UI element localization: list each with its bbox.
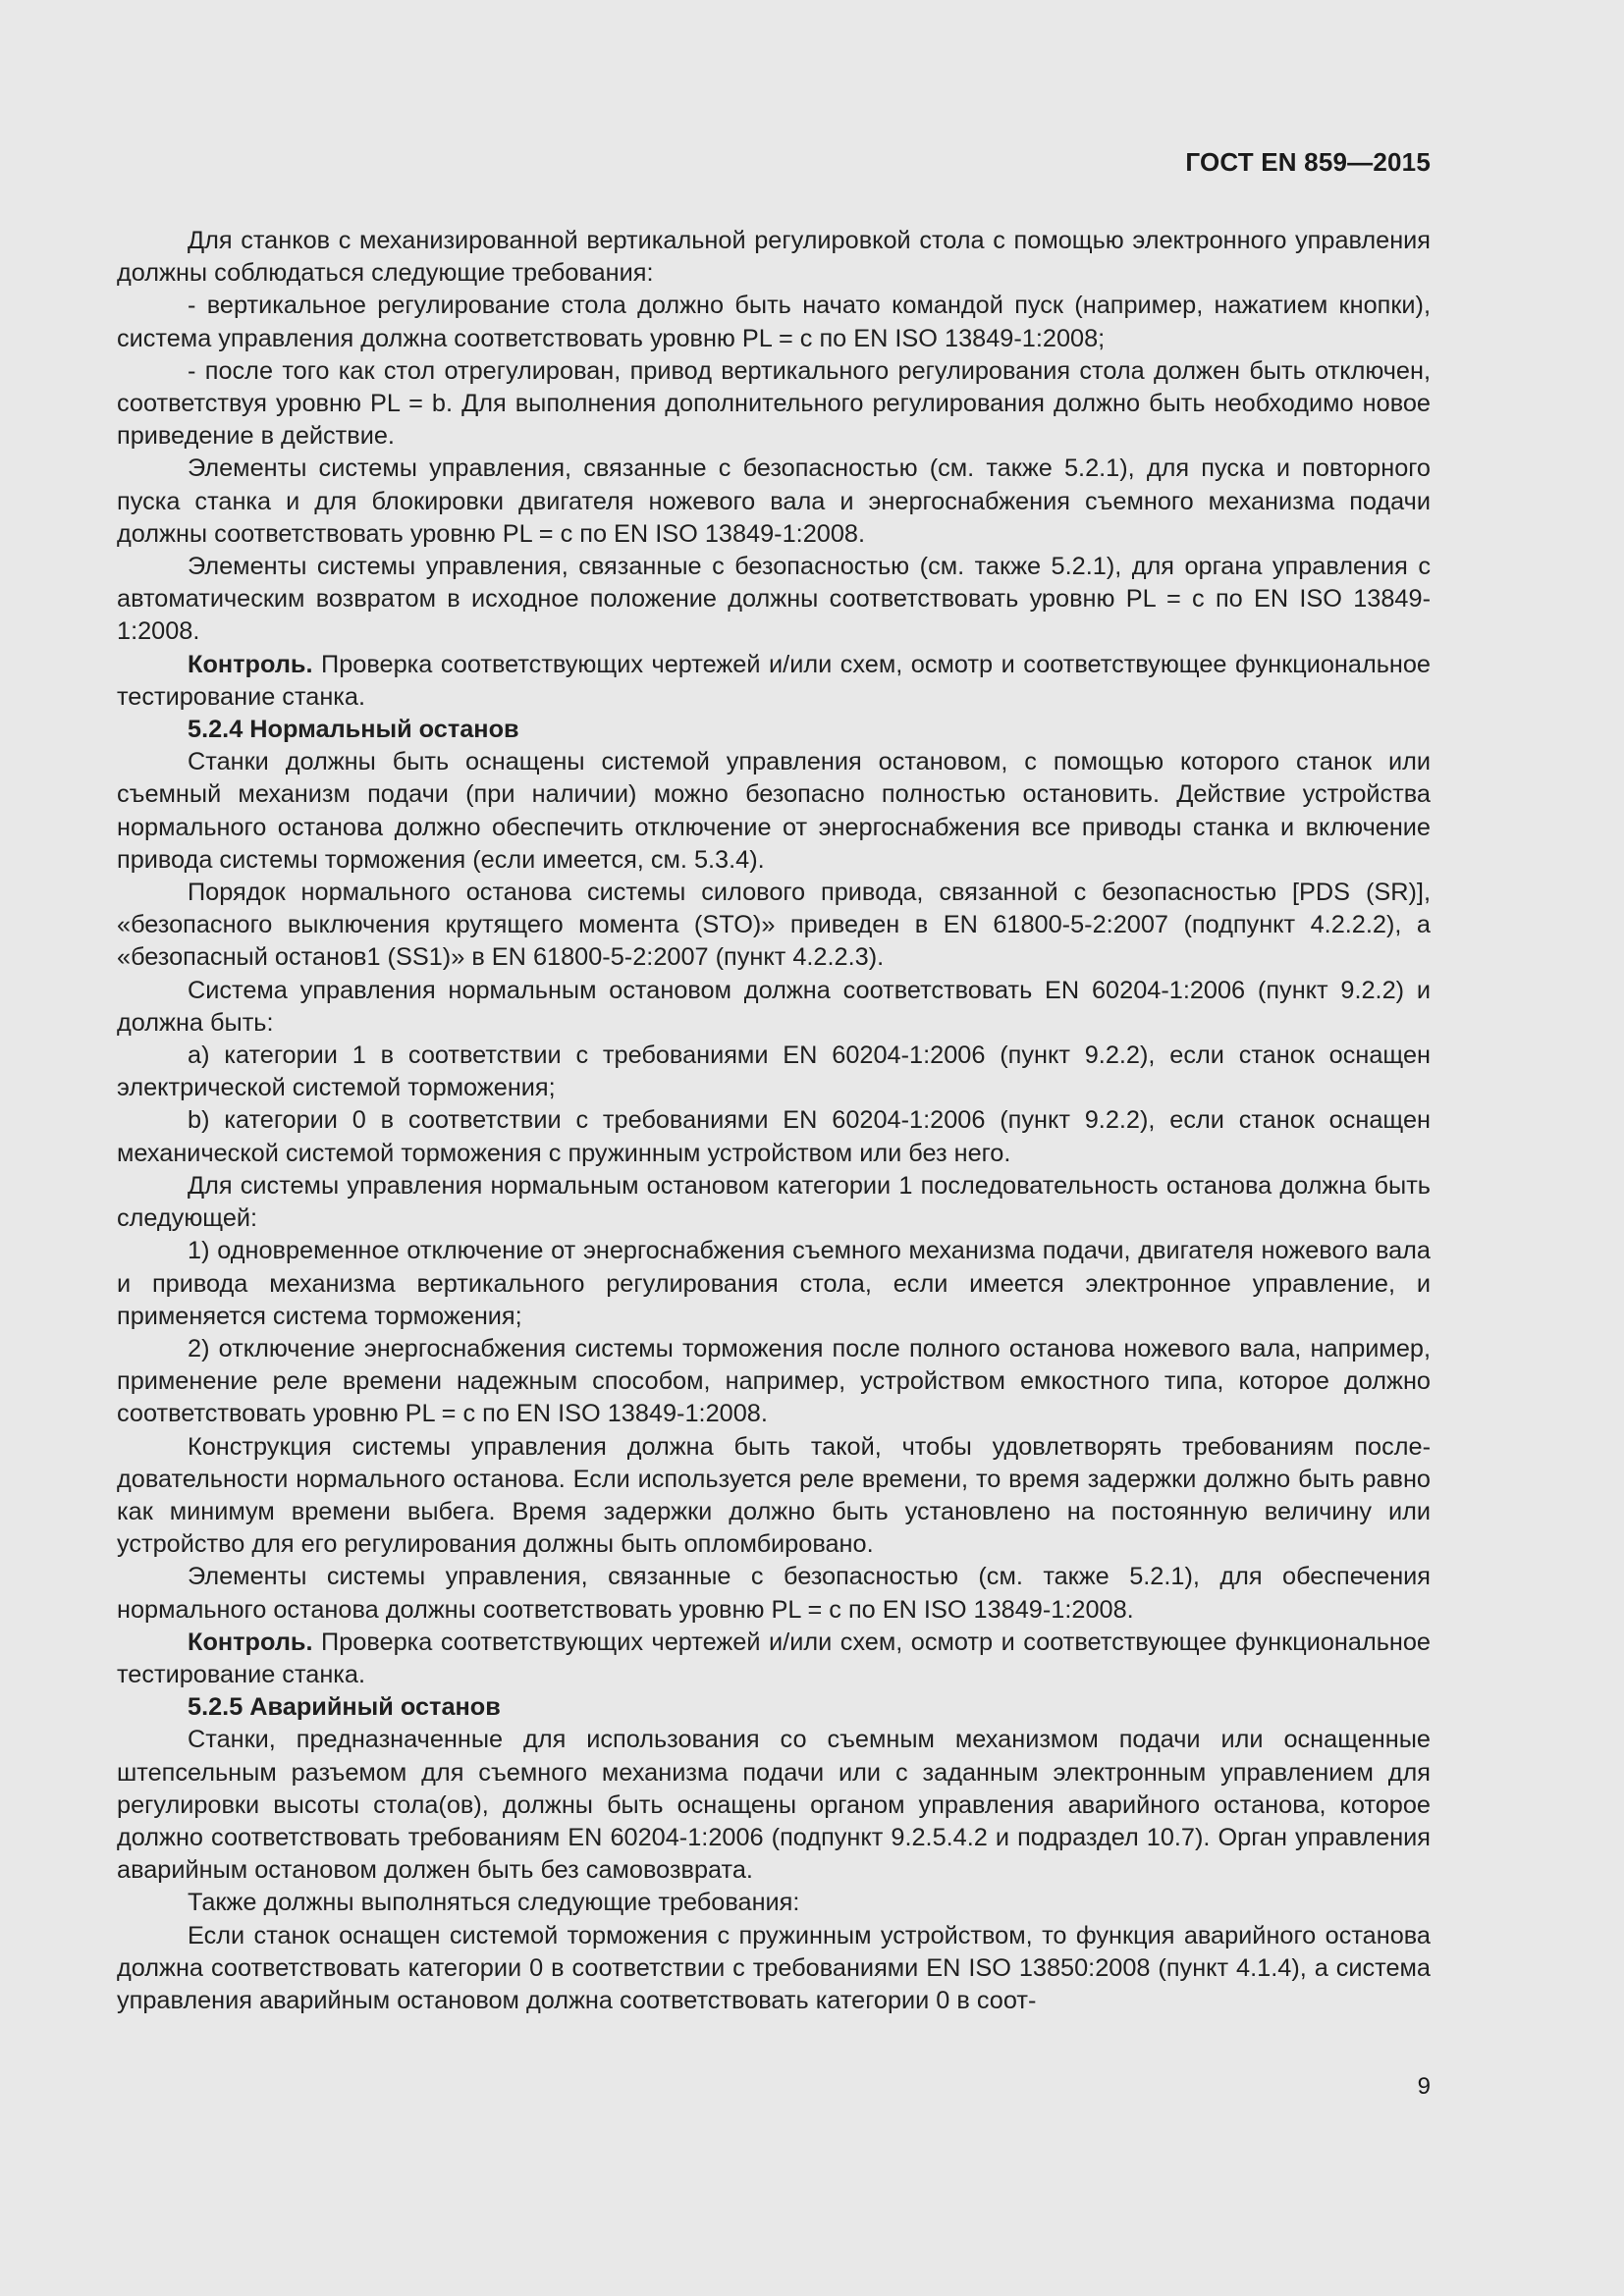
document-header: ГОСТ EN 859—2015 (1185, 147, 1431, 177)
body-paragraph: Для станков с механизированной вертикальной регулировкой стола с помощью электронного управления должны соблюдаться следующие требования: (117, 227, 1431, 288)
section-heading: 5.2.4 Нормальный останов (188, 716, 519, 744)
body-paragraph: Элементы системы управления, связанные с безопасностью (см. также 5.2.1), для обеспечения нормального останова должны соответствовать уровню PL = с по EN ISO 13849-1:2008. (117, 1563, 1431, 1624)
control-paragraph (117, 1627, 1431, 1691)
control-text: Проверка соответствующих чертежей и/или схем, осмотр и соответствующее функциональное тестирование станка. (117, 1628, 1431, 1688)
body-paragraph: a) категории 1 в соответствии с требованиями EN 60204-1:2006 (пункт 9.2.2), если станок оснащен электрической системой торможения; (117, 1041, 1431, 1102)
body-paragraph: 1) одновременное отключение от энергоснабжения съемного механизма подачи, двигателя ножевого вала и привода механизма вертикального регулирования стола, если имеется электронное управление, и применяется система торможения; (117, 1237, 1431, 1330)
body-paragraph: 2) отключение энергоснабжения системы торможения после полного останова ножевого вала, например, применение реле времени надежным способом, например, устройством емкостного типа, которое должно соответствовать уровню PL = с по EN ISO 13849-1:2008. (117, 1334, 1431, 1428)
body-paragraph: Конструкция системы управления должна быть такой, чтобы удовлетворять требованиям последовательности нормального останова. Если используется реле времени, то время задержки должно быть равно как минимум времени выбега. Время задержки должно быть установлено на постоянную величину или устройство для его регулирования должны быть опломбировано. (117, 1432, 1431, 1559)
body-paragraph: Если станок оснащен системой торможения с пружинным устройством, то функция аварийного останова должна соответствовать категории 0 в соответствии с требованиями EN ISO 13850:2008 (пункт 4.1.4), а система управления аварийным остановом должна соответствовать категории 0 в соот- (117, 1921, 1431, 2014)
body-paragraph: Станки должны быть оснащены системой управления остановом, с помощью которого станок или съемный механизм подачи (при наличии) можно безопасно полностью остановить. Действие устройства нормального останова должно обеспечить отключение от энергоснабжения все приводы станка и включение привода системы торможения (если имеется, см. 5.3.4). (117, 748, 1431, 874)
body-paragraph: - вертикальное регулирование стола должно быть начато командой пуск (например, нажатием кнопки), система управления должна соответствовать уровню PL = с по EN ISO 13849-1:2008; (117, 292, 1431, 352)
body-paragraph: b) категории 0 в соответствии с требованиями EN 60204-1:2006 (пункт 9.2.2), если станок оснащен механической системой торможения с пружинным устройством или без него. (117, 1106, 1431, 1167)
body-paragraph: Также должны выполняться следующие требования: (188, 1889, 800, 1917)
page-number: 9 (1417, 2073, 1431, 2100)
document-body (117, 225, 1431, 2017)
body-paragraph: Элементы системы управления, связанные с безопасностью (см. также 5.2.1), для органа управления с автоматическим возвратом в исходное положение должны соответствовать уровню PL = с по EN ISO 13849-1:2008. (117, 553, 1431, 646)
section-heading: 5.2.5 Аварийный останов (188, 1693, 501, 1722)
control-label: Контроль. (188, 1628, 313, 1656)
body-paragraph: Порядок нормального останова системы силового привода, связанной с безопасностью [PDS (SR)], «безопасного выключения крутящего момента (STO)» приведен в EN 61800-5-2:2007 (подпункт 4.2.2.2), а «безопасный останов1 (SS1)» в EN 61800-5-2:2007 (пункт 4.2.2.3). (117, 879, 1431, 972)
body-paragraph: Элементы системы управления, связанные с безопасностью (см. также 5.2.1), для пуска и повторного пуска станка и для блокировки двигателя ножевого вала и энергоснабжения съемного механизма подачи должны соответствовать уровню PL = с по EN ISO 13849-1:2008. (117, 454, 1431, 548)
body-paragraph: Система управления нормальным остановом должна соответствовать EN 60204-1:2006 (пункт 9.2.2) и должна быть: (117, 976, 1431, 1037)
control-text: Проверка соответствующих чертежей и/или схем, осмотр и соответствующее функциональное тестирование станка. (117, 650, 1431, 711)
body-paragraph: - после того как стол отрегулирован, привод вертикального регулирования стола должен быть отключен, соответствуя уровню PL = b. Для выполнения дополнительного регулирования должно быть необходимо новое приведение в действие. (117, 356, 1431, 451)
control-label: Контроль. (188, 650, 313, 678)
control-paragraph (117, 649, 1431, 714)
body-paragraph: Станки, предназначенные для использования со съемным механизмом подачи или оснащенные штепсельным разъемом для съемного механизма подачи или с заданным электронным управлением для регулировки высоты стола(ов), должны быть оснащены органом управления аварийного останова, которое должно соответствовать требованиям EN 60204-1:2006 (подпункт 9.2.5.4.2 и подраздел 10.7). Орган управления аварийным остановом должен быть без самовозврата. (117, 1726, 1431, 1885)
body-paragraph: Для системы управления нормальным остановом категории 1 последовательность останова должна быть следующей: (117, 1171, 1431, 1233)
